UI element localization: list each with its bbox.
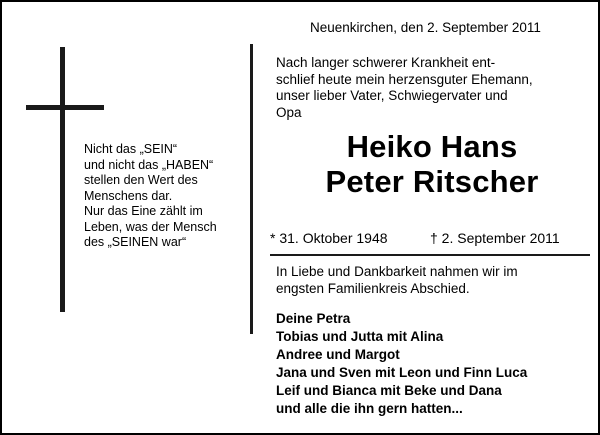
verse-line: und nicht das „HABEN“ [84, 157, 214, 172]
list-item: Deine Petra [276, 311, 351, 326]
verse-line: Nur das Eine zählt im [84, 204, 203, 218]
intro-line: unser lieber Vater, Schwiegervater und [276, 88, 508, 103]
deceased-name-line1: Heiko Hans [346, 129, 518, 164]
closing-line: engsten Familienkreis Abschied. [276, 280, 470, 296]
list-item: Tobias und Jutta mit Alina [276, 329, 444, 344]
list-item: Leif und Bianca mit Beke und Dana [276, 383, 502, 398]
verse-line: Nicht das „SEIN“ [84, 142, 178, 156]
closing-text [276, 264, 588, 297]
cross-horizontal-bar [26, 105, 104, 110]
cross-vertical-bar [60, 47, 65, 312]
horizontal-rule [270, 254, 590, 256]
deceased-name [276, 129, 588, 199]
place-and-date: Neuenkirchen, den 2. September 2011 [310, 20, 541, 35]
intro-line: Opa [276, 104, 302, 120]
left-column [2, 2, 248, 433]
birth-date: * 31. Oktober 1948 [270, 230, 388, 246]
vertical-divider [250, 44, 253, 334]
memorial-verse [84, 142, 242, 251]
deceased-name-line2: Peter Ritscher [325, 164, 539, 199]
survivors-list [276, 310, 596, 418]
closing-line: In Liebe und Dankbarkeit nahmen wir im [276, 264, 518, 279]
verse-line: Menschens dar. [84, 188, 173, 203]
verse-line: des „SEINEN war“ [84, 235, 187, 249]
intro-line: Nach langer schwerer Krankheit ent- [276, 55, 496, 70]
list-item: und alle die ihn gern hatten... [276, 401, 463, 416]
verse-line: Leben, was der Mensch [84, 219, 217, 234]
verse-line: stellen den Wert des [84, 173, 198, 187]
list-item: Andree und Margot [276, 347, 400, 362]
death-date: † 2. September 2011 [430, 230, 560, 246]
announcement-text [276, 55, 586, 121]
list-item: Jana und Sven mit Leon und Finn Luca [276, 365, 528, 380]
life-dates [270, 230, 590, 246]
intro-line: schlief heute mein herzensguter Ehemann, [276, 71, 533, 87]
